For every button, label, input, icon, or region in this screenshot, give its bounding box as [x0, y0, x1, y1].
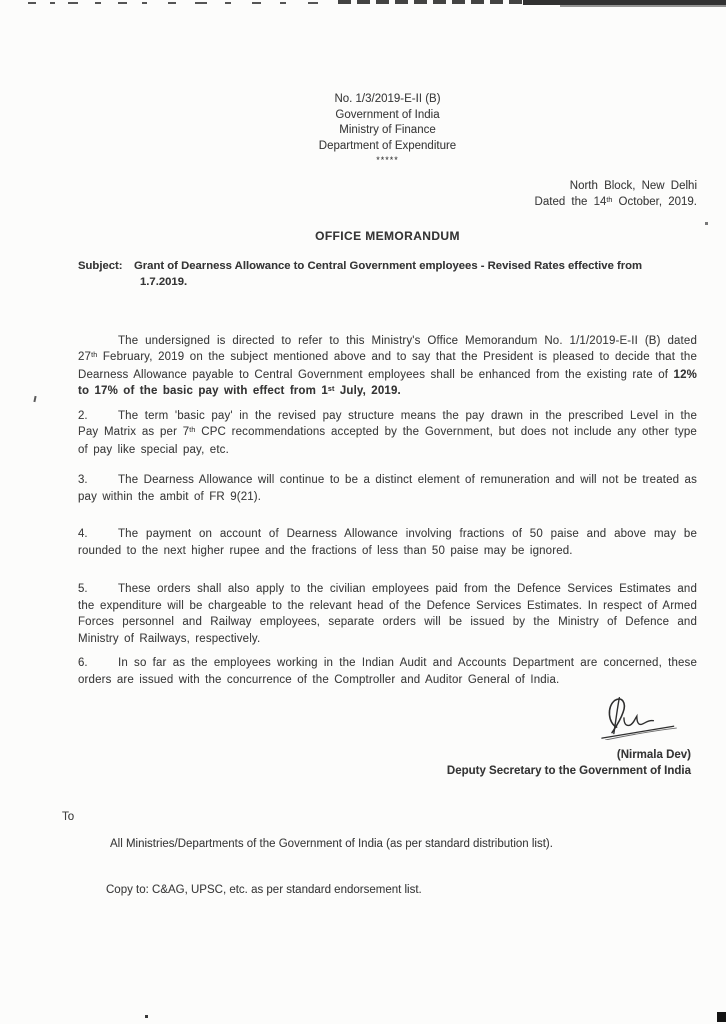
place-date-block	[78, 178, 697, 211]
subject-block	[78, 258, 697, 291]
paragraph-text: The undersigned is directed to refer to this Ministry's Office Memorandum No. 1/1/2019-E-II (B) dated 27th February, 2019 on the subject mentioned above and to say that the President is pleased to decide that the Dearness Allowance payable to Central Government employees shall be enhanced from the existing rate of 12% to 17% of the basic pay with effect from 1st July, 2019.	[78, 334, 697, 397]
date-line: Dated the 14th October, 2019.	[534, 195, 697, 208]
paragraph-number: 6.	[78, 657, 88, 669]
org-line-department: Department of Expenditure	[318, 139, 457, 152]
scan-artifact	[560, 5, 726, 7]
scan-artifact	[338, 0, 524, 4]
scan-artifact	[717, 1012, 726, 1022]
paragraph-1	[78, 333, 697, 401]
org-line-government: Government of India	[335, 108, 440, 121]
paragraph-number: 2.	[78, 409, 88, 422]
scan-artifact	[280, 2, 286, 4]
scan-artifact	[705, 222, 708, 225]
memo-title: OFFICE MEMORANDUM	[315, 229, 460, 243]
paragraph-6	[78, 655, 697, 688]
paragraph-text: In so far as the employees working in the Indian Audit and Accounts Department are concerned, these orders are issued with the concurrence of the Comptroller and Auditor General of India.	[78, 657, 697, 686]
letterhead	[78, 92, 697, 166]
signatory-name: (Nirmala Dev)	[616, 748, 691, 761]
to-label: To	[62, 810, 75, 823]
paragraph-text: These orders shall also apply to the civilian employees paid from the Defence Services Estimates and the expenditure will be chargeable to the relevant head of the Defence Services Estimates. In respect of Armed Forces personnel and Railway employees, separate orders will be issued by the Ministry of Defence and Ministry of Railways, respectively.	[78, 583, 697, 645]
paragraph-text: The Dearness Allowance will continue to be a distinct element of remuneration and will not be treated as pay within the ambit of FR 9(21).	[78, 474, 697, 503]
subject-line-2: 1.7.2019.	[140, 276, 188, 288]
scan-artifact	[95, 2, 101, 4]
signature-block	[78, 694, 697, 779]
scan-artifact	[68, 2, 78, 4]
paragraph-4	[78, 526, 697, 559]
scan-artifact	[142, 2, 147, 4]
place-line: North Block, New Delhi	[569, 180, 697, 192]
paragraph-number: 4.	[78, 528, 88, 540]
scan-artifact	[145, 1015, 148, 1018]
subject-text	[134, 258, 642, 291]
paragraph-5	[78, 581, 697, 647]
scan-artifact	[225, 2, 231, 4]
paragraph-3	[78, 472, 697, 505]
scan-artifact	[118, 2, 127, 4]
org-line-ministry: Ministry of Finance	[339, 124, 436, 136]
separator-stars: *****	[376, 155, 399, 165]
scan-artifact	[168, 2, 176, 4]
handwritten-signature-icon	[589, 694, 681, 746]
signatory-designation: Deputy Secretary to the Government of India	[446, 764, 691, 777]
paragraph-2	[78, 408, 697, 459]
scan-artifact	[308, 2, 318, 4]
subject-line-1: Grant of Dearness Allowance to Central Government employees - Revised Rates effective from	[134, 259, 643, 272]
scan-artifact	[195, 2, 207, 4]
reference-number: No. 1/3/2019-E-II (B)	[334, 93, 441, 105]
paragraph-text: The term 'basic pay' in the revised pay structure means the pay drawn in the prescribed Level in the Pay Matrix as per 7th CPC recommendations accepted by the Government, but does not include any other type of pay like special pay, etc.	[78, 409, 697, 456]
scan-artifact	[50, 2, 55, 4]
to-recipient: All Ministries/Departments of the Government of India (as per standard distribution list).	[110, 838, 553, 850]
scan-artifact	[33, 396, 36, 402]
paragraph-text: The payment on account of Dearness Allowance involving fractions of 50 paise and above may be rounded to the next higher rupee and the fractions of less than 50 paise may be ignored.	[78, 528, 697, 557]
scan-artifact	[252, 2, 261, 4]
scan-artifact	[28, 2, 36, 4]
subject-label: Subject:	[78, 259, 123, 272]
paragraph-number: 3.	[78, 474, 88, 486]
paragraph-number: 5.	[78, 583, 88, 595]
copy-to-line: Copy to: C&AG, UPSC, etc. as per standard endorsement list.	[106, 883, 422, 896]
